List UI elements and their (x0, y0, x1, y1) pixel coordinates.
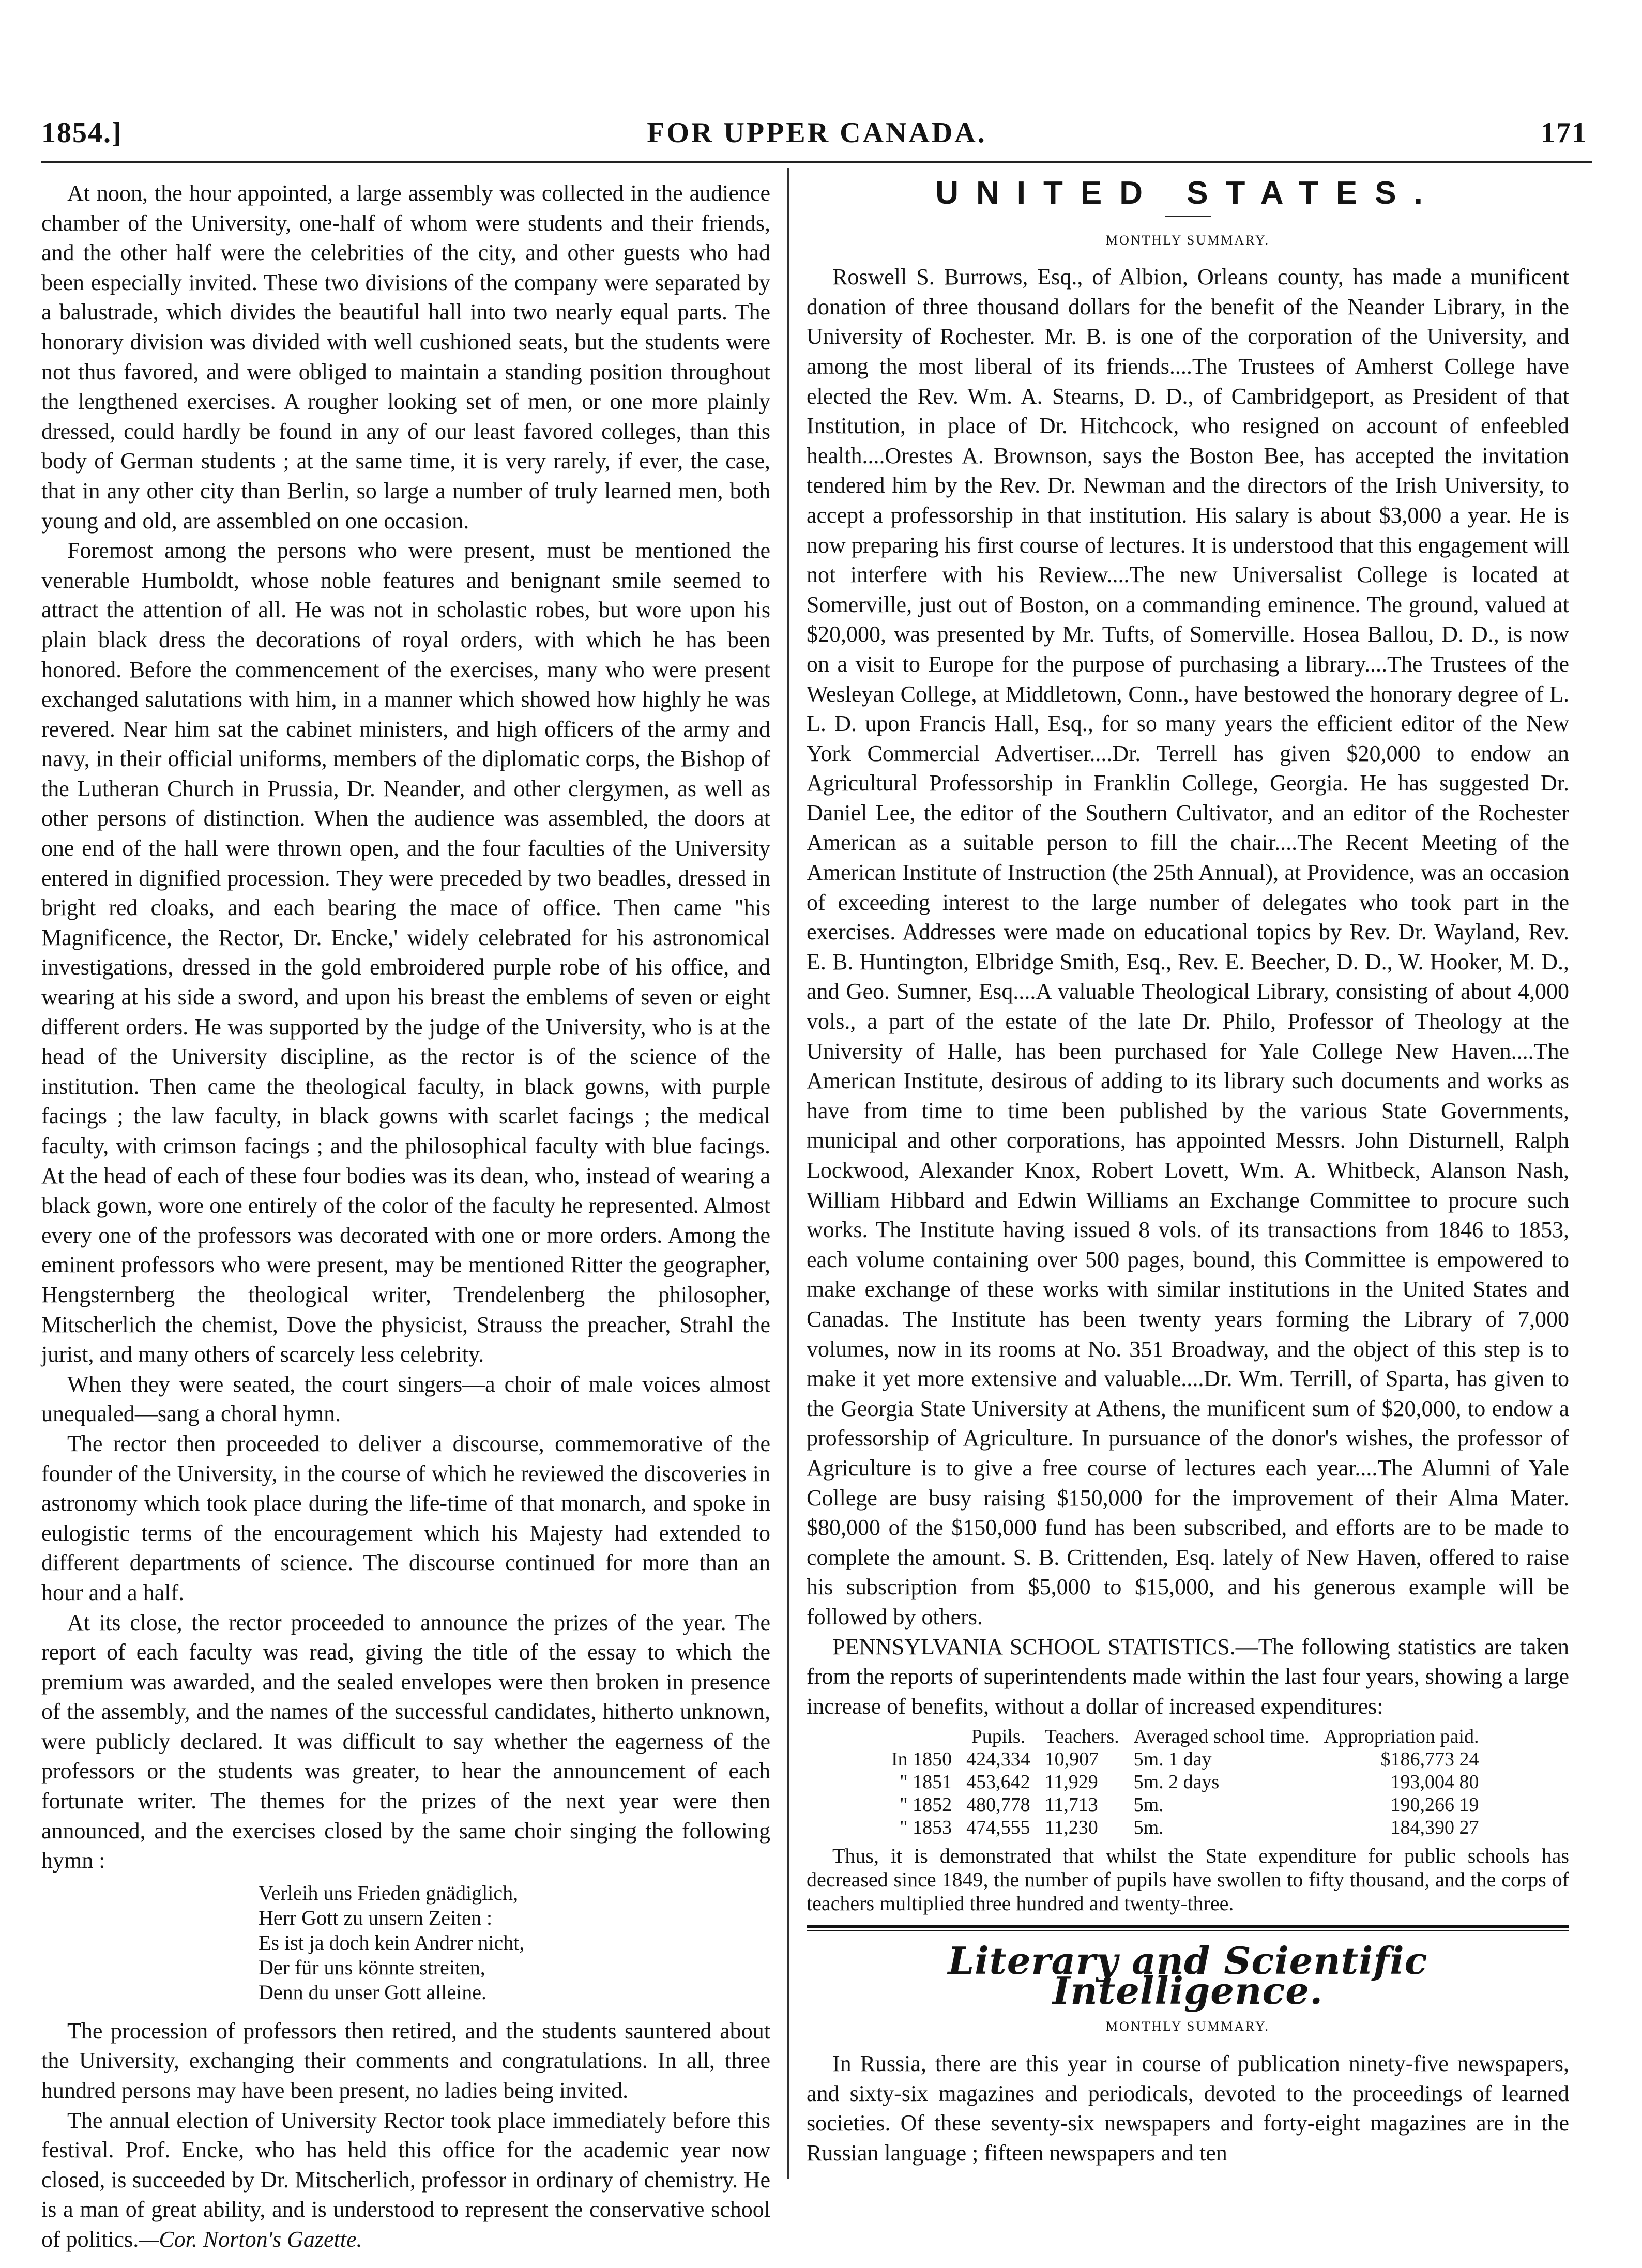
left-column (41, 178, 770, 2255)
summary-paragraph: Roswell S. Burrows, Esq., of Albion, Orleans county, has made a munificent donation of three thousand dollars for the benefit of the Neander Library, in the University of Rochester. Mr. B. is one of the corporation of the University, and among the most liberal of its friends....The Trustees of Amherst College have elected the Rev. Wm. A. Stearns, D. D., of Cambridgeport, as President of that Institution, in place of Dr. Hitchcock, who resigned on account of enfeebled health....Orestes A. Brownson, says the Boston Bee, has accepted the invitation tendered him by the Rev. Dr. Newman and the directors of the Irish University, to accept a professorship in that institution. His salary is about $3,000 a year. He is now preparing his first course of lectures. It is understood that this engagement will not interfere with his Review....The new Universalist College is located at Somerville, just out of Boston, on a commanding eminence. The ground, valued at $20,000, was presented by Mr. Tufts, of Somerville. Hosea Ballou, D. D., is now on a visit to Europe for the purpose of purchasing a library....The Trustees of the Wesleyan College, at Middletown, Conn., have bestowed the honorary degree of L. L. D. upon Francis Hall, Esq., for so many years the efficient editor of the New York Commercial Advertiser....Dr. Terrell has given $20,000 to endow an Agricultural Professorship in Franklin College, Georgia. He has suggested Dr. Daniel Lee, the editor of the Southern Cultivator, and an editor of the Rochester American as a suitable person to fill the chair....The Recent Meeting of the American Institute of Instruction (the 25th Annual), at Providence, was an occasion of exceeding interest to the large number of delegates who took part in the exercises. Addresses were made on educational topics by Rev. Dr. Wayland, Rev. E. B. Huntington, Elbridge Smith, Esq., Rev. E. Beecher, D. D., W. Hooker, M. D., and Geo. Sumner, Esq....A valuable Theological Library, consisting of about 4,000 vols., a part of the estate of the late Dr. Philo, Professor of Theology at the University of Halle, has been purchased for Yale College New Haven....The American Institute, desirous of adding to its library such documents and works as have from time to time been published by the various State Governments, municipal and other corporations, has appointed Messrs. John Disturnell, Ralph Lockwood, Alexander Knox, Robert Lovett, Wm. A. Whitbeck, Alanson Nash, William Hibbard and Edwin Williams an Exchange Committee to procure such works. The Institute having issued 8 vols. of its transactions from 1846 to 1853, each volume containing over 500 pages, bound, this Committee is empowered to make exchange of these works with similar institutions in the United States and Canadas. The Institute has been twenty years forming the Library of 7,000 volumes, now in its rooms at No. 351 Broadway, and the object of this step is to make it yet more extensive and valuable....Dr. Wm. Terrill, of Sparta, has given to the Georgia State University at Athens, the munificent sum of $20,000, to endow a professorship of Agriculture. In pursuance of the donor's wishes, the professor of Agriculture is to give a free course of lectures each year....The Alumni of Yale College are busy raising $150,000 for the improvement of their Alma Mater. $80,000 of the $150,000 fund has been subscribed, and efforts are to be made to complete the amount. S. B. Crittenden, Esq. lately of New Haven, offered to raise his subscription from $5,000 to $15,000, and his generous example will be followed by others. (807, 264, 1569, 1630)
paragraph: At its close, the rector proceeded to announce the prizes of the year. The report of each faculty was read, giving the title of the essay to which the premium was awarded, and the sealed envelopes were then broken in presence of the assembly, and the names of the successful candidates, hitherto unknown, were publicly declared. It was difficult to say whether the eagerness of the professors or the students was greater, to hear the announcement of each fortunate writer. The themes for the prizes of the next year were then announced, and the exercises closed by the same choir singing the following hymn : (41, 1609, 770, 1874)
table-header-cell: Averaged school time. (1133, 1726, 1310, 1748)
table-cell: 10,907 (1044, 1748, 1099, 1771)
stats-conclusion: Thus, it is demonstrated that whilst the State expenditure for public schools has decreased since 1849, the number of pupils have swollen to fifty thousand, and the corps of teachers multiplied three hundred and twenty-three. (807, 1844, 1569, 1915)
table-cell: " 1853 (900, 1817, 952, 1839)
table-cell: 5m. (1133, 1817, 1164, 1839)
table-row (884, 1793, 1486, 1816)
table-header-cell: Pupils. (971, 1726, 1026, 1748)
table-header-cell (884, 1725, 959, 1748)
paragraph: When they were seated, the court singers—a choir of male voices almost unequaled—sang a choral hymn. (41, 1371, 770, 1427)
table-cell: 424,334 (966, 1748, 1030, 1771)
hymn-line: Der für uns könnte streiten, (259, 1955, 485, 1979)
running-header (41, 116, 1592, 158)
title-rule (1165, 216, 1211, 217)
hymn-line: Denn du unser Gott alleine. (259, 1980, 486, 2004)
divider-thin-rule (807, 1930, 1569, 1931)
hymn-line: Verleih uns Frieden gnädiglich, (259, 1881, 519, 1905)
table-cell: 11,230 (1044, 1817, 1098, 1839)
table-cell: In 1850 (891, 1748, 952, 1771)
paragraph: The rector then proceeded to deliver a discourse, commemorative of the founder of the University, in the course of which he reviewed the discoveries in astronomy which took place during the life-time of that monarch, and spoke in eulogistic terms of the encouragement which his Majesty had extended to different departments of science. The discourse continued for more than an hour and a half. (41, 1430, 770, 1605)
table-row (884, 1816, 1486, 1839)
table-cell: 5m. 2 days (1133, 1771, 1220, 1793)
table-cell: 474,555 (966, 1817, 1030, 1839)
hymn-verse (259, 1881, 770, 2005)
paragraph: The procession of professors then retired, and the students sauntered about the University, exchanging their comments and congratulations. In all, three hundred persons may have been present, no ladies being invited. (41, 2018, 770, 2104)
hymn-line: Herr Gott zu unsern Zeiten : (259, 1906, 493, 1929)
table-cell: 11,713 (1044, 1794, 1098, 1816)
table-cell: $186,773 24 (1380, 1748, 1479, 1771)
table-cell: 190,266 19 (1390, 1794, 1479, 1816)
stats-intro: PENNSYLVANIA SCHOOL STATISTICS.—The following statistics are taken from the reports of superintendents made within the last four years, showing a large increase of benefits, without a dollar of increased expenditures: (807, 1634, 1569, 1719)
paragraph-text: The annual election of University Rector took place immediately before this festival. Prof. Encke, who has held this office for the academic year now closed, is succeeded by Dr. Mitscherlich, professor in ordinary of chemistry. He is a man of great ability, and is understood to represent the conservative school of politics. (41, 2107, 770, 2252)
section-title: UNITED STATES. (935, 175, 1440, 211)
source-attribution: —Cor. Norton's Gazette. (139, 2227, 362, 2252)
summary-label: MONTHLY SUMMARY. (1105, 232, 1270, 248)
table-cell: 5m. (1133, 1794, 1164, 1816)
table-cell: 184,390 27 (1390, 1817, 1479, 1839)
table-cell: 11,929 (1044, 1771, 1098, 1793)
table-header-cell: Appropriation paid. (1324, 1726, 1479, 1748)
table-row (884, 1748, 1486, 1771)
table-cell: 453,642 (966, 1771, 1030, 1793)
table-row (884, 1771, 1486, 1793)
table-cell: 5m. 1 day (1133, 1748, 1212, 1771)
header-title: FOR UPPER CANADA. (647, 117, 987, 149)
summary-label: MONTHLY SUMMARY. (1105, 2019, 1270, 2034)
page-number: 171 (1541, 117, 1587, 149)
statistics-table (884, 1725, 1486, 1839)
paragraph: Foremost among the persons who were present, must be mentioned the venerable Humboldt, whose noble features and benignant smile seemed to attract the attention of all. He was not in scholastic robes, but wore upon his plain black dress the decorations of royal orders, with which he has been honored. Before the commencement of the exercises, many who were present exchanged salutations with him, in a manner which showed how highly he was revered. Near him sat the cabinet ministers, and high officers of the army and navy, in their official uniforms, members of the diplomatic corps, the Bishop of the Lutheran Church in Prussia, Dr. Neander, and other clergymen, as well as other persons of distinction. When the audience was assembled, the doors at one end of the hall were thrown open, and the four faculties of the University entered in dignified procession. They were preceded by two beadles, dressed in bright red cloaks, and each bearing the mace of office. Then came "his Magnificence, the Rector, Dr. Encke,' widely celebrated for his astronomical investigations, dressed in the gold embroidered purple robe of his office, and wearing at his side a sword, and upon his breast the emblems of seven or eight different orders. He was supported by the judge of the University, who is at the head of the University discipline, as the rector is of the science of the institution. Then came the theological faculty, in black gowns, with purple facings ; the law faculty, in black gowns with scarlet facings ; the medical faculty, with crimson facings ; and the philosophical faculty with blue facings. At the head of each of these four bodies was its dean, who, instead of wearing a black gown, wore one entirely of the color of the faculty he represented. Almost every one of the professors was decorated with one or more orders. Among the eminent professors who were present, may be mentioned Ritter the geographer, Hengsternberg the theological writer, Trendelenberg the philosopher, Mitscherlich the chemist, Dove the physicist, Strauss the preacher, Strahl the jurist, and many others of scarcely less celebrity. (41, 538, 770, 1367)
right-column (807, 175, 1569, 2168)
paragraph: At noon, the hour appointed, a large assembly was collected in the audience chamber of the University, one-half of whom were students and their friends, and the other half were the celebrities of the city, and other guests who had been especially invited. These two divisions of the company were separated by a balustrade, which divides the beautiful hall into two nearly equal parts. The honorary division was divided with well cushioned seats, but the students were not thus favored, and were obliged to maintain a standing position throughout the lengthened exercises. A rougher looking set of men, or one more plainly dressed, could hardly be found in any of our least favored colleges, than this body of German students ; at the same time, it is very rarely, if ever, the case, that in any other city than Berlin, so large a number of truly learned men, both young and old, are assembled on one occasion. (41, 180, 770, 534)
header-year: 1854.] (41, 117, 123, 149)
table-header-cell: Teachers. (1044, 1726, 1119, 1748)
paragraph (41, 2106, 770, 2255)
literary-section-title: Literary and Scientific Intelligence. (948, 1939, 1428, 2013)
table-header-row (884, 1725, 1486, 1748)
table-cell: 480,778 (966, 1794, 1030, 1816)
literary-paragraph: In Russia, there are this year in course of publication ninety-five newspapers, and sixty-six magazines and periodicals, devoted to the proceedings of learned societies. Of these seventy-six newspapers and forty-eight magazines are in the Russian language ; fifteen newspapers and ten (807, 2051, 1569, 2166)
column-divider (787, 168, 789, 2179)
table-cell: " 1851 (900, 1771, 952, 1793)
section-divider (807, 1925, 1569, 1931)
table-cell: " 1852 (900, 1794, 952, 1816)
table-cell: 193,004 80 (1390, 1771, 1479, 1793)
header-rule (41, 161, 1592, 163)
divider-thick-rule (807, 1925, 1569, 1928)
hymn-line: Es ist ja doch kein Andrer nicht, (259, 1930, 525, 1954)
